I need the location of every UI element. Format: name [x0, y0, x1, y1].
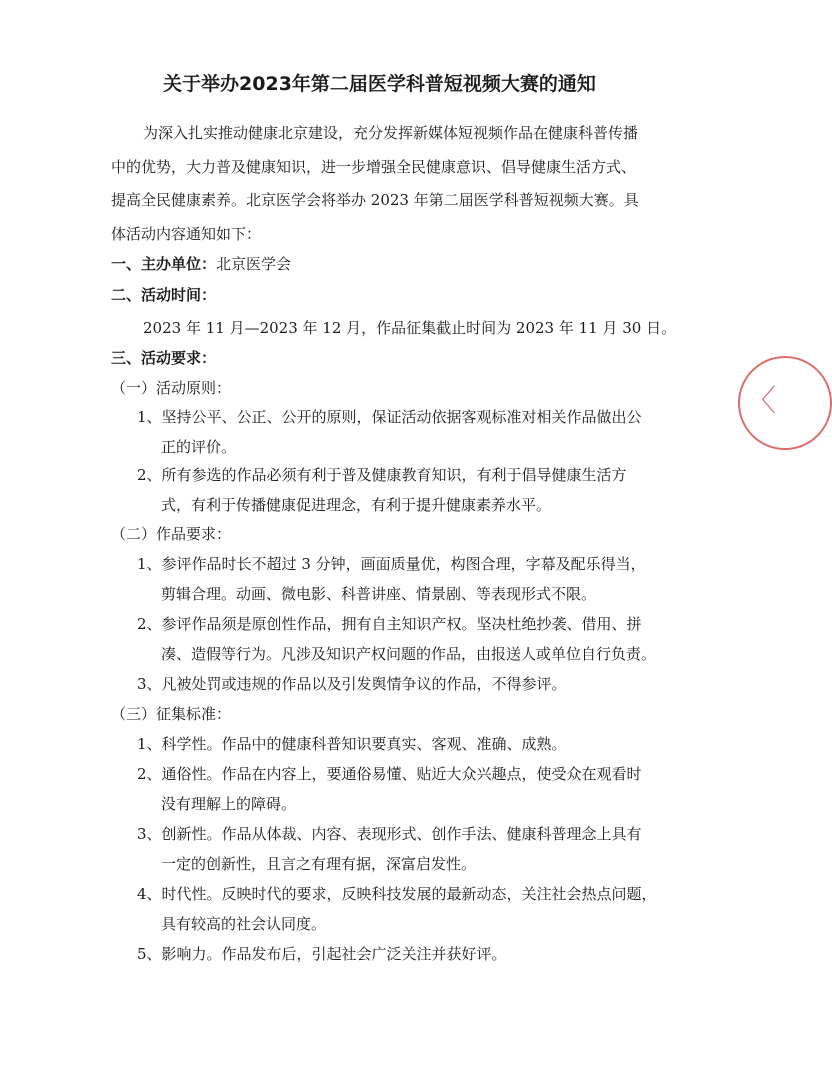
list-item-line: 3、创新性。作品从体裁、内容、表现形式、创作手法、健康科普理念上具有: [137, 825, 642, 843]
list-item-line: 4、时代性。反映时代的要求，反映科技发展的最新动态，关注社会热点问题，: [137, 885, 657, 903]
intro-line: 体活动内容通知如下：: [111, 225, 262, 243]
list-item-line: 没有理解上的障碍。: [161, 795, 297, 813]
list-item-line: 1、参评作品时长不超过 3 分钟，画面质量优，构图合理，字幕及配乐得当，: [137, 555, 646, 573]
list-item-line: 2、所有参选的作品必须有利于普及健康教育知识，有利于倡导健康生活方: [137, 466, 627, 484]
intro-line: 中的优势，大力普及健康知识，进一步增强全民健康意识、倡导健康生活方式、: [111, 158, 637, 176]
page-title: 关于举办2023年第二届医学科普短视频大赛的通知: [163, 73, 596, 95]
intro-line: 提高全民健康素养。北京医学会将举办 2023 年第二届医学科普短视频大赛。具: [111, 191, 639, 209]
list-item-line: 式，有利于传播健康促进理念，有利于提升健康素养水平。: [161, 496, 552, 514]
list-item-line: 正的评价。: [161, 438, 237, 456]
section-organizer: [111, 253, 291, 275]
list-item-line: 具有较高的社会认同度。: [161, 915, 327, 933]
list-item-line: 2、参评作品须是原创性作品，拥有自主知识产权。坚决杜绝抄袭、借用、拼: [137, 615, 642, 633]
intro-line: 为深入扎实推动健康北京建设，充分发挥新媒体短视频作品在健康科普传播: [143, 124, 639, 142]
activity-time: 2023 年 11 月—2023 年 12 月，作品征集截止时间为 2023 年 11 月 30 日。: [143, 319, 677, 337]
list-item-line: 剪辑合理。动画、微电影、科普讲座、情景剧、等表现形式不限。: [161, 585, 597, 603]
section-heading: 一、主办单位：: [111, 255, 217, 273]
section-heading: 三、活动要求：: [111, 349, 217, 367]
list-item-line: 凑、造假等行为。凡涉及知识产权问题的作品，由报送人或单位自行负责。: [161, 645, 657, 663]
list-item-line: 5、影响力。作品发布后，引起社会广泛关注并获好评。: [137, 945, 507, 963]
list-item-line: 1、科学性。作品中的健康科普知识要真实、客观、准确、成熟。: [137, 735, 567, 753]
list-item-line: 3、凡被处罚或违规的作品以及引发舆情争议的作品，不得参评。: [137, 675, 567, 693]
seal-stamp: [738, 356, 832, 450]
list-item-line: 一定的创新性，且言之有理有据，深富启发性。: [161, 855, 477, 873]
subsection-heading: （二）作品要求：: [111, 525, 232, 543]
organizer-name: 北京医学会: [216, 255, 292, 273]
seal-stamp-mark: 〈: [746, 384, 776, 419]
list-item-line: 1、坚持公平、公正、公开的原则，保证活动依据客观标准对相关作品做出公: [137, 408, 642, 426]
subsection-heading: （三）征集标准：: [111, 705, 232, 723]
section-heading: 二、活动时间：: [111, 286, 217, 304]
list-item-line: 2、通俗性。作品在内容上，要通俗易懂、贴近大众兴趣点，使受众在观看时: [137, 765, 642, 783]
subsection-heading: （一）活动原则：: [111, 379, 232, 397]
